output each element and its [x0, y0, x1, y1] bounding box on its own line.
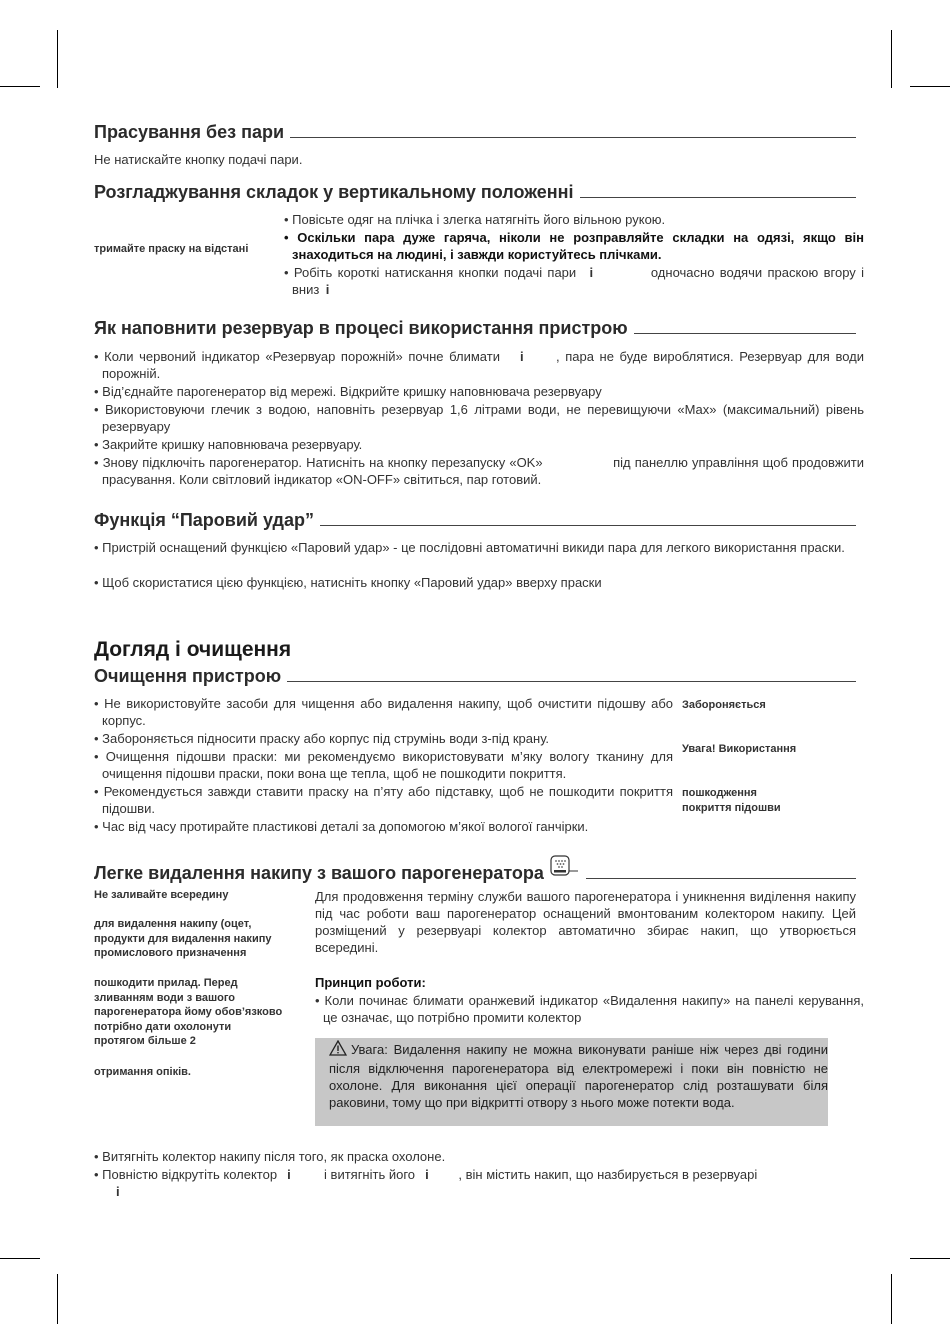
heading-text: Очищення пристрою: [94, 666, 282, 686]
heading-cleaning: [94, 666, 856, 687]
heading-rule: [586, 878, 856, 879]
vertical-bullet-1: • Повісьте одяг на плічка і злегка натягніть його вільною рукою.: [284, 212, 666, 227]
heading-refill: [94, 318, 856, 339]
cleaning-bullet-5: • Час від часу протирайте пластикові деталі за допомогою м’якої вологої ганчірки.: [94, 819, 589, 834]
heading-rule: [290, 137, 856, 138]
crop-mark: [57, 1274, 58, 1324]
crop-mark: [0, 86, 40, 87]
heading-text: Розгладжування складок у вертикальному положенні: [94, 182, 574, 202]
descale-bullet-2: • Повністю відкрутіть колектор i і витягніть його i , він містить накип, що назбирується в резервуарі: [94, 1167, 758, 1182]
refill-bullet-3: • Використовуючи глечик з водою, наповніть резервуар 1,6 літрами води, не перевищуючи «Max» (максимальний) рівень резервуару: [94, 402, 864, 434]
heading-rule: [287, 681, 856, 682]
cleaning-bullet-4: • Рекомендується завжди ставити праску на п’яту або підставку, щоб не пошкодити покриття підошви.: [94, 784, 673, 816]
warning-triangle-icon: [329, 1040, 347, 1060]
heading-no-steam: [94, 122, 856, 143]
cleaning-bullet-2: • Забороняється підносити праску або корпус під струмінь води з-під крану.: [94, 731, 550, 746]
side-note-distance: тримайте праску на відстані: [94, 243, 249, 255]
bullet-text: і витягніть його: [324, 1167, 416, 1182]
heading-descale: [94, 855, 856, 884]
warning-box: [315, 1038, 828, 1126]
crop-mark: [891, 1274, 892, 1324]
bullet-text: • Повністю відкрутіть колектор: [94, 1167, 278, 1182]
steam-shot-bullet-2: • Щоб скористатися цією функцією, натисніть кнопку «Паровий удар» вверху праски: [94, 575, 602, 590]
crop-mark: [57, 30, 58, 88]
refill-bullet-1: • Коли червоний індикатор «Резервуар порожній» почне блимати i , пара не буде вироблятися. Резервуар для води порожній.: [94, 349, 864, 381]
descale-intro: Для продовження терміну служби вашого парогенератора і уникнення виділення накипу під час роботи ваш парогенератор оснащений вмонтованим колектором накипу. Цей розміщений у резервуарі колектор автоматично збирає накип, що утворюється всередині.: [315, 889, 856, 955]
side-note-do-not-pour: Не заливайте всередину: [94, 889, 229, 901]
warning-body: Видалення накипу не можна виконувати раніше ніж через дві години після відключення парогенератора від електромережі і поки він повністю не охолоне. Для виконання цієї операції парогенератор слід розташувати біля раковини, тому що при відкритті отвору з нього може потекти вода.: [329, 1042, 828, 1110]
heading-rule: [320, 525, 856, 526]
heading-vertical: [94, 182, 856, 203]
heading-rule: [634, 333, 856, 334]
side-note-damage: пошкодження покриття підошви: [682, 787, 781, 814]
bullet-text: • Знову підключіть парогенератор. Натисніть на кнопку перезапуску «OK»: [94, 455, 543, 470]
no-steam-text: Не натискайте кнопку подачі пари.: [94, 152, 303, 167]
principle-bullet-1: • Коли починає блимати оранжевий індикатор «Видалення накипу» на панелі керування, це означає, що потрібно промити колектор: [315, 993, 864, 1025]
heading-text: Як наповнити резервуар в процесі використання пристрою: [94, 318, 628, 338]
refill-bullet-5: [94, 454, 864, 488]
heading-text: Легке видалення накипу з вашого парогенератора: [94, 863, 544, 883]
bullet-text: • Коли червоний індикатор «Резервуар порожній» почне блимати: [94, 349, 500, 364]
refill-bullet-2: • Від’єднайте парогенератор від мережі. Відкрийте кришку наповнювача резервуару: [94, 384, 602, 399]
heading-rule: [580, 197, 856, 198]
crop-mark: [891, 30, 892, 88]
cleaning-bullet-3: • Очищення підошви праски: ми рекомендуємо використовувати м’яку вологу тканину для очищення підошви праски, поки вона ще тепла, щоб не пошкодити покриття.: [94, 749, 673, 781]
side-note-attention: Увага! Використання: [682, 743, 797, 755]
bullet-text: , він містить накип, що назбирується в резервуарі: [458, 1167, 758, 1182]
principle-title: Принцип роботи:: [315, 975, 426, 990]
heading-steam-shot: [94, 510, 856, 531]
heading-text: Прасування без пари: [94, 122, 285, 142]
crop-mark: [0, 1258, 40, 1259]
bullet-text: • Робіть короткі натискання кнопки подачі пари: [284, 265, 577, 280]
side-note-descale-products: для видалення накипу (оцет, продукти для видалення накипу промислового призначення: [94, 918, 272, 959]
heading-text: Функція “Паровий удар”: [94, 510, 314, 530]
cleaning-bullet-1: • Не використовуйте засоби для чищення або видалення накипу, щоб очистити підошву або корпус.: [94, 696, 673, 728]
vertical-bullet-2: • Оскільки пара дуже гаряча, ніколи не розправляйте складки на одязі, якщо він знаходиться на людині, і завжди користуйтесь плічками.: [284, 230, 864, 262]
refill-bullet-4: • Закрийте кришку наповнювача резервуару.: [94, 437, 363, 452]
descale-collector-icon: [550, 855, 580, 882]
bullet-text: , пара не буде вироблятися. Резервуар для води порожній.: [102, 349, 864, 381]
warning-text: [315, 1040, 828, 1111]
steam-shot-bullet-1: • Пристрій оснащений функцією «Паровий удар» - це послідовні автоматичні викиди пара для легкого використання праски.: [94, 540, 845, 555]
crop-mark: [910, 1258, 950, 1259]
figure-ref-marker-line: [116, 1183, 120, 1200]
vertical-bullet-3: • Робіть короткі натискання кнопки подачі пари i одночасно водячи праскою вгору і вниз i: [284, 265, 864, 297]
page-title-care: Догляд і очищення: [94, 638, 292, 661]
descale-bullet-1: • Витягніть колектор накипу після того, як праска охолоне.: [94, 1149, 446, 1164]
warning-label: Увага:: [351, 1042, 388, 1057]
side-note-cool-down: пошкодити прилад. Перед зливанням води з вашого парогенератора йому обов’язково потрібно дати охолонути протягом більше 2: [94, 977, 283, 1047]
bullet-text: під панеллю управління щоб продовжити прасування. Коли світловий індикатор «ON-OFF» світиться, пар готовий.: [102, 455, 864, 487]
side-note-forbidden: Забороняється: [682, 699, 766, 711]
side-note-burns: отримання опіків.: [94, 1066, 191, 1078]
figure-ref-marker: i: [116, 1184, 120, 1199]
bullet-text: одночасно водячи праскою вгору і вниз: [292, 265, 864, 297]
crop-mark: [910, 86, 950, 87]
